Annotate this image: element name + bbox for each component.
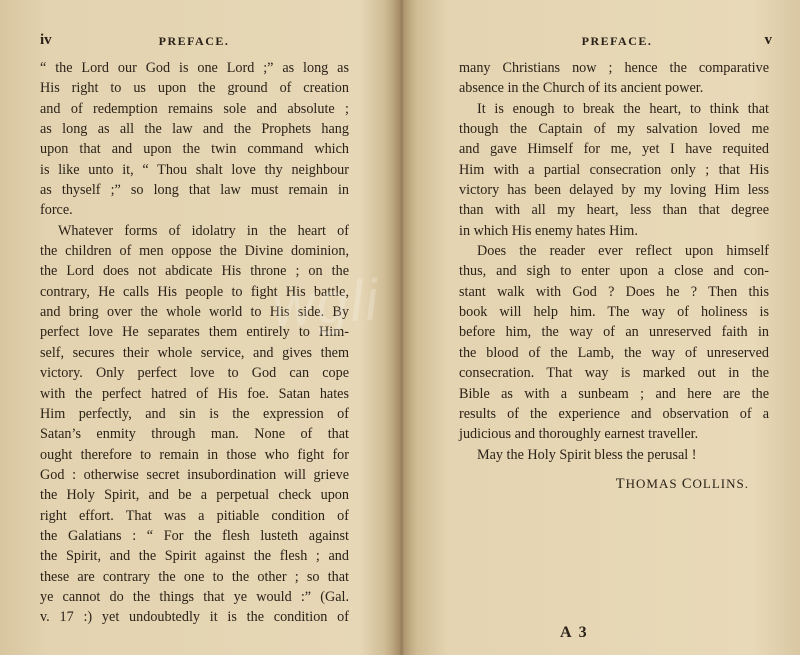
right-running-head: PREFACE.: [581, 34, 653, 48]
left-page-line: Whatever forms of idolatry in the heart of: [58, 222, 349, 239]
left-page-line: upon that and upon the twin command which: [40, 141, 349, 158]
right-page-line: though the Captain of my salvation loved me: [459, 121, 769, 138]
left-page-line: His right to us upon the ground of creation: [40, 80, 349, 97]
right-page-line: many Christians now ; hence the comparative: [459, 60, 769, 76]
author-signature-text: THOMAS COLLINS.: [615, 476, 749, 492]
right-page-line: before him, the way of an unreserved faith in: [459, 324, 769, 341]
right-page-line: consecration. That way is marked out in the: [459, 365, 769, 382]
left-page-line: ought therefore to remain in those who fight for: [40, 446, 349, 463]
printer-signature-mark: A 3: [560, 624, 589, 641]
left-page-text: [40, 58, 349, 628]
left-page-line: force.: [40, 202, 73, 219]
left-page-number: iv: [40, 32, 52, 48]
left-page-line: “ the Lord our God is one Lord ;” as long as: [40, 60, 349, 76]
left-page-line: with the perfect hatred of His foe. Satan hates: [40, 385, 349, 402]
right-page-line: Him with a partial consecration only ; that His: [459, 161, 769, 178]
left-page-line: is like unto it, “ Thou shalt love thy neighbour: [40, 161, 349, 178]
left-page-line: perfect love He separates them entirely to Him-: [40, 324, 349, 341]
right-page-text: [459, 58, 769, 465]
right-page-header: [462, 34, 772, 52]
right-page-line: than with all my heart, less than that degree: [459, 202, 769, 219]
watermark: wgli: [269, 267, 383, 340]
left-page-line: Him perfectly, and sin is the expression of: [40, 405, 349, 422]
right-page-line: book will help him. The way of holiness is: [459, 304, 769, 321]
left-page-line: and of redemption remains sole and absolute ;: [40, 100, 349, 117]
left-page-line: victory. Only perfect love to God can cope: [40, 365, 349, 382]
right-page-line: It is enough to break the heart, to think that: [477, 100, 769, 117]
left-page-line: Satan’s enmity through man. None of that: [40, 426, 349, 443]
right-page-line: absence in the Church of its ancient power.: [459, 80, 704, 97]
left-page-line: the Spirit, and the Spirit against the flesh ; and: [40, 548, 349, 565]
left-page-line: as thyself ;” so long that law must remain in: [40, 182, 349, 199]
left-page-line: the Galatians : “ For the flesh lusteth against: [40, 527, 349, 544]
right-page-line: thus, and sigh to enter upon a close and con-: [459, 263, 769, 280]
left-page-header: [40, 34, 348, 52]
left-running-head: PREFACE.: [158, 34, 230, 48]
right-page-line: May the Holy Spirit bless the perusal !: [477, 446, 697, 463]
left-page-line: the Lord does not abdicate His throne ; on the: [40, 263, 349, 280]
right-page-line: and gave Himself for me, yet I have requited: [459, 141, 769, 158]
right-page-line: judicious and thoroughly earnest traveller.: [459, 426, 699, 443]
right-page-number: v: [764, 32, 772, 48]
left-page-line: and bring over the whole world to His side. By: [40, 304, 349, 321]
left-page-line: as long as all the law and the Prophets hang: [40, 121, 349, 138]
left-page-line: God : otherwise secret insubordination will grieve: [40, 466, 349, 483]
right-page-line: the blood of the Lamb, the way of unreserved: [459, 344, 769, 361]
right-page-line: victory has been delayed by my loving Him less: [459, 182, 769, 199]
right-page-line: stant walk with God ? Does he ? Then this: [459, 283, 769, 300]
right-page-line: Bible as with a sunbeam ; and here are the: [459, 385, 769, 402]
left-page-line: ye cannot do the things that ye would :” (Gal.: [40, 588, 349, 605]
right-page-line: in which His enemy hates Him.: [459, 222, 638, 239]
right-page-line: results of the experience and observation of a: [459, 405, 769, 422]
left-page-line: v. 17 :) yet undoubtedly it is the condition of: [40, 609, 349, 626]
left-page-line: the Holy Spirit, and be a perpetual check upon: [40, 487, 349, 504]
right-page-line: Does the reader ever reflect upon himself: [477, 243, 769, 260]
left-page-line: these are contrary the one to the other ; so that: [40, 568, 349, 585]
left-page-line: self, secures their whole service, and gives them: [40, 344, 349, 361]
left-page: [0, 0, 398, 655]
left-page-line: the children of men oppose the Divine dominion,: [40, 243, 349, 260]
left-page-line: right effort. That was a pitiable condition of: [40, 507, 349, 524]
left-page-line: contrary, He calls His people to fight His battle,: [40, 283, 349, 300]
author-signature: [459, 476, 749, 493]
